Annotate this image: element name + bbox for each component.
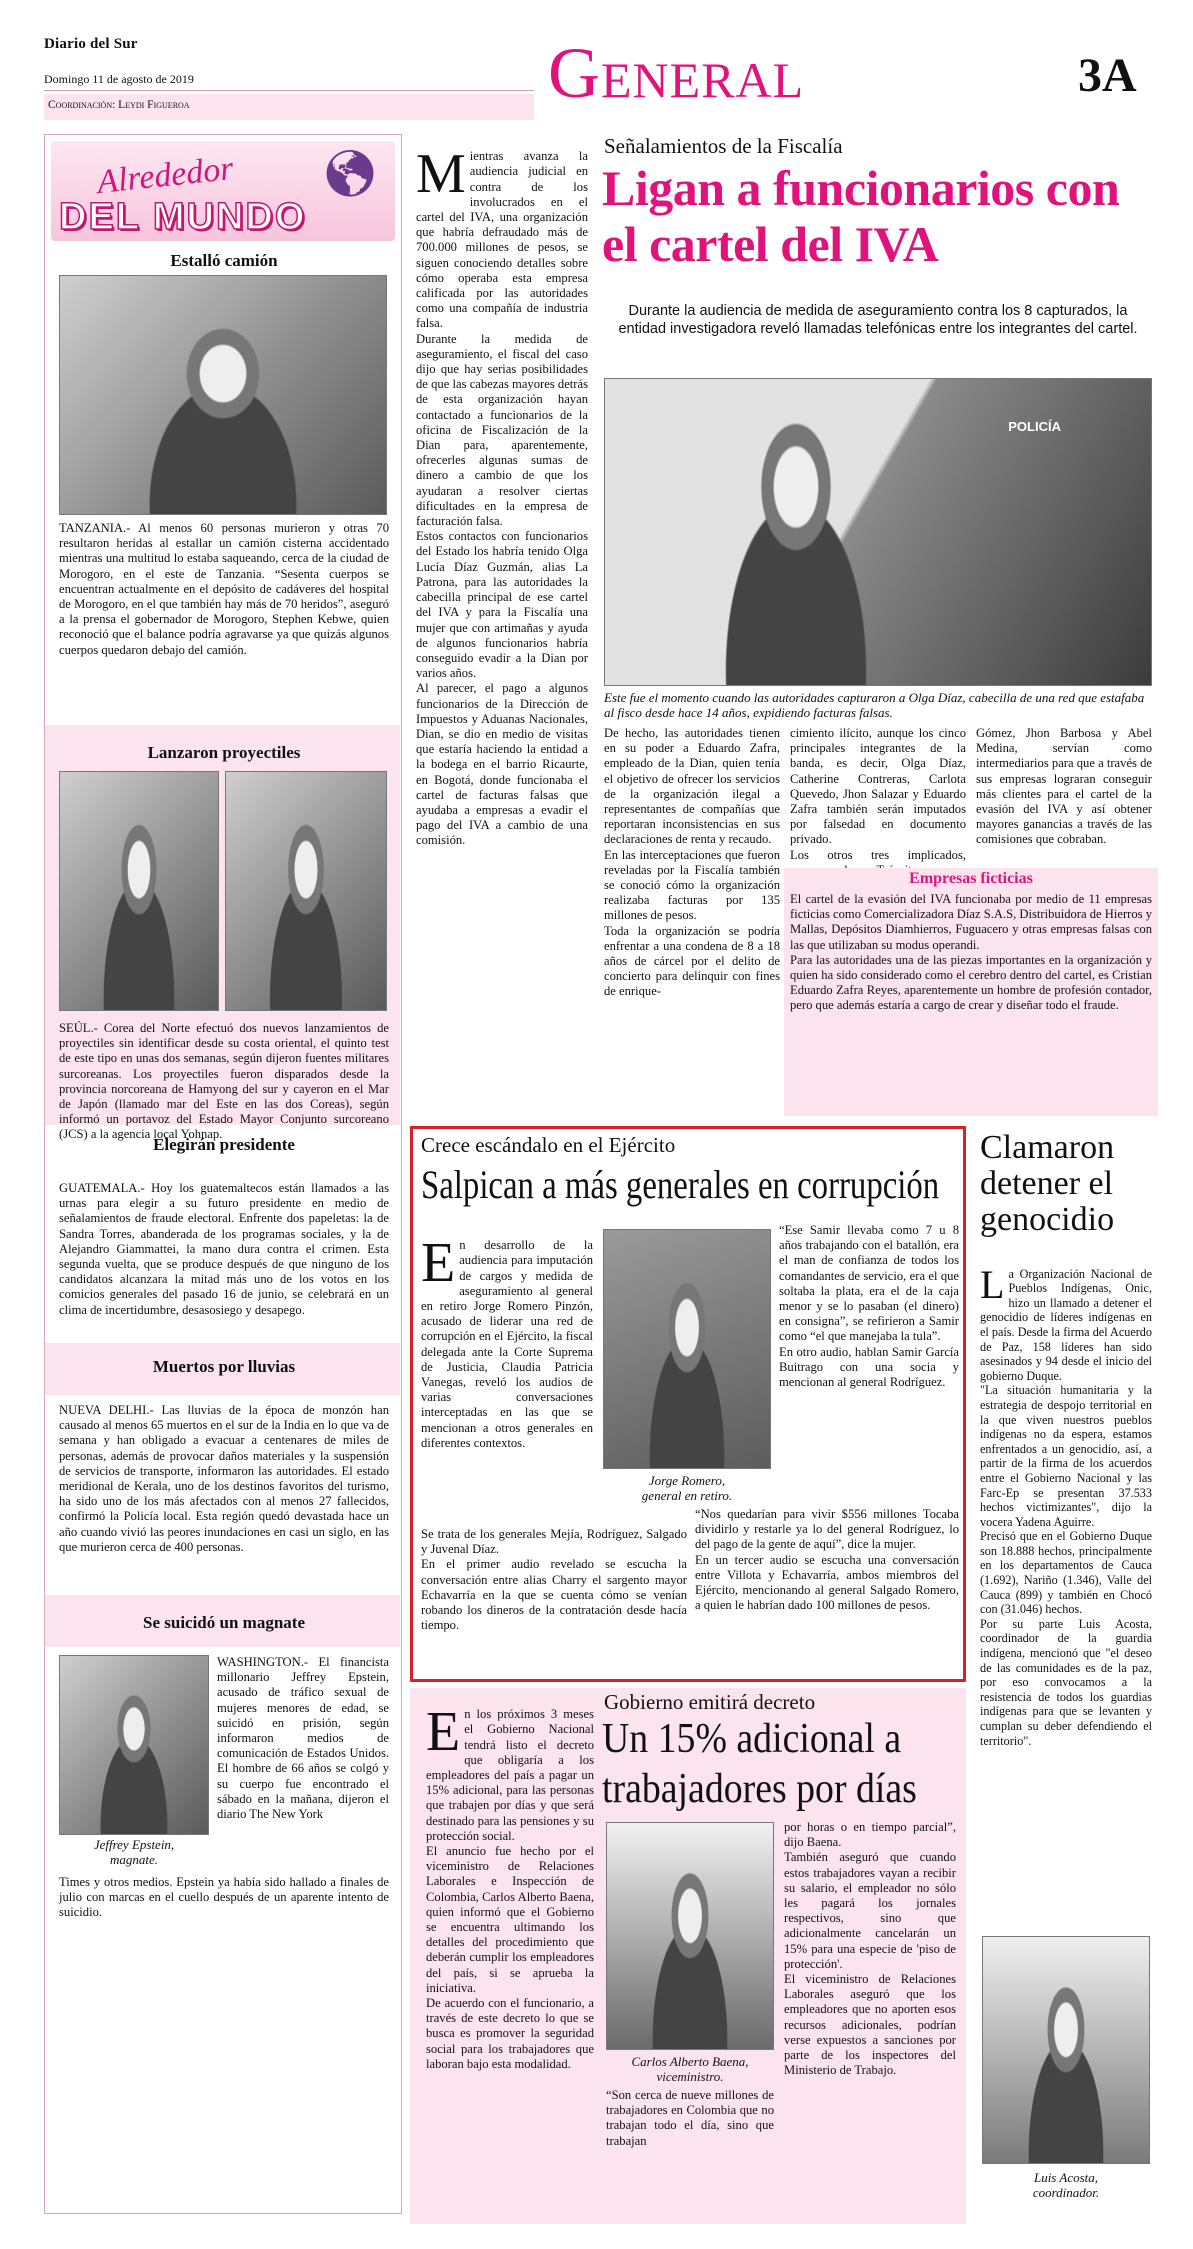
paper-name: Diario del Sur (44, 36, 138, 52)
coordination-bar (44, 94, 534, 120)
photo-caption: Jorge Romero, general en retiro. (641, 1473, 733, 1503)
subsection-title: Empresas ficticias (909, 870, 1033, 887)
article-column (416, 134, 588, 849)
story-kicker: Crece escándalo en el Ejército (421, 1133, 676, 1157)
photo-caption: Luis Acosta, coordinador. (1032, 2170, 1100, 2200)
photo-caption: Este fue el momento cuando las autoridades capturaron a Olga Díaz, cabecilla de una red que estafaba al fisco desde hace 14 años, expidiendo facturas falsas. (604, 690, 1145, 720)
article-text: n desarrollo de la audiencia para imputación de cargos y medida de aseguramiento al general en retiro Jorge Romero Pinzón, acusado de liderar una red de corrupción en el Ejército, la fiscal delegada ante la Corte Suprema de Justicia, Claudia Patricia Vanegas, reveló los audios de varias conversaciones interceptadas en las que se mencionan a otros generales en diferentes contextos. (421, 1238, 593, 1450)
epstein-photo (59, 1655, 209, 1835)
story-body: NUEVA DELHI.- Las lluvias de la época de monzón han causado al menos 65 muertos en el sur de la India en lo que va de semana y han obligado a evacuar a centenares de miles de personas, además de provocar daños materiales y la suspensión de servicios de transporte, informaron las autoridades. El estado meridional de Kerala, uno de los destinos favoritos del turismo, ha sido uno de los más afectados con al menos 27 fallecidos, confirmó la Policía local. Esta región quedó devastada hace un año cuando vivió las peores inundaciones en casi un siglo, en las que murieron cerca de 400 personas. (59, 1403, 389, 1554)
police-badge: POLICÍA (1008, 419, 1061, 434)
article-column: por horas o en tiempo parcial”, dijo Baena. También aseguró que cuando estos trabajadores vayan a recibir su salario, el empleador no sólo les pagará los jornales respectivos, sino que adicionalmente cancelarán un 15% para una especie de 'piso de protección'. El viceministro de Relaciones Laborales aseguró que los empleadores que no aporten esos recursos adicionales, podrían verse expuestos a sanciones por parte de los inspectores del Ministerio de Trabajo. (784, 1820, 956, 2078)
article-column: Gómez, Jhon Barbosa y Abel Medina, servían como intermediarios para que a través de sus empresas lograran conseguir más clientes para el cartel de la evasión del IVA y así obtener mayores ganancias a través de las comisiones que cobraban. (976, 726, 1152, 847)
alrededor-panel (44, 134, 402, 2214)
drop-cap: M (416, 143, 466, 206)
story-title: Estalló camión (170, 251, 278, 270)
acosta-photo (982, 1936, 1150, 2164)
photo-caption: Jeffrey Epstein, magnate. (93, 1837, 175, 1867)
coordination-label: Coordinación: Leydi Figueroa (48, 99, 190, 111)
story-title: Muertos por lluvias (152, 1357, 296, 1376)
ejercito-box (410, 1126, 966, 1682)
drop-cap: E (426, 1701, 461, 1764)
article-column: cimiento ilícito, aunque los cinco principales integrantes de la banda, es decir, Olga Díaz, Catherine Contreras, Carlota Quevedo, Jhon Salazar y Eduardo Zafra también serán imputados por falsedad en documento privado. Los otros tres implicados, (790, 726, 966, 862)
article-text: a Organización Nacional de Pueblos Indígenas, Onic, hizo un llamado a detener el genocidio de líderes indígenas en el país. Desde la firma del Acuerdo de Paz, 158 líderes han sido asesinados y 94 desde el inicio del gobierno Duque. "La situación humanitaria y la estrategia de despojo territorial en la que viven nuestros pueblos indígenas no da espera, estamos enfrentados a un genocidio, así, a partir de la firma de los acuerdos entre el Gobierno Nacional y las Farc-Ep se presentan 37.533 hechos victimizantes", dijo la vocera Yadena Aguirre. Precisó que en el Gobierno Duque son 18.888 hechos, principalmente en los departamentos de Cauca (1.692), Nariño (1.346), Valle del Cauca (899) y también en Chocó con (31.046) hechos. Por su parte Luis Acosta, coordinador de la guardia indígena, mencionó que "el deseo de las comunidades es de la paz, por eso convocamos a la resistencia de todos los guardias indígenas para que se levanten y cumplan su deber defendiendo el territorio". (980, 1266, 1152, 1748)
romero-photo (603, 1229, 771, 1469)
page-number: 3A (1078, 49, 1137, 102)
article-column: “Ese Samir llevaba como 7 u 8 años trabajando con el batallón, era el man de confianza de todos los comandantes de servicio, era el que soltaba la plata, era el de la caja menor y se lo pasaban (el dinero) en consigna”, se refirieron a Samir como “el que manejaba la tula”. En otro audio, hablan Samir García Buitrago con una socia y mencionan al general Rodríguez. (779, 1223, 959, 1390)
story-deck: Durante la audiencia de medida de aseguramiento contra los 8 capturados, la entidad investigadora reveló llamadas telefónicas entre los integrantes del cartel. (618, 303, 1138, 337)
truck-photo (59, 275, 387, 515)
drop-cap: E (421, 1232, 456, 1295)
drop-cap: L (980, 1261, 1005, 1307)
article-column: “Nos quedarían para vivir $556 millones Tocaba dividirlo y restarle ya lo del general Rodríguez, lo del pago de la gente de aquí”, dice la mujer. En un tercer audio se escucha una conversación entre Villota y Echavarría, ambos miembros del Ejército, mencionando al general Salgado Romero, a quien le habrían dado 100 millones de pesos. (695, 1507, 959, 1613)
article-text: ientras avanza la audiencia judicial en contra de los involucrados en el cartel del IVA, una organización que habría defraudado más de 700.000 millones de pesos, se siguen conociendo detalles sobre cómo operaba esta empresa calificada por las autoridades como una compañía de industria falsa. Durante la medida de aseguramiento, el fiscal del caso dijo que hay serias posibilidades de que las cabezas mayores detrás de esta organización hayan contactado a funcionarios de la oficina de Fiscalización de la Dian para, aparentemente, ofrecerles algunas sumas de dinero a cambio de que los ayudaran a resolver ciertas dificultades en la empresa de facturación falsa. Estos contactos con funcionarios del Estado los habría tenido Olga Lucía Díaz Guzmán, alias La Patrona, para las autoridades la cabecilla principal de ese cartel del IVA y para la Fiscalía una mujer que con artimañas y ayuda de algunos funcionarios habría conseguido evadir a la Dian por varios años. Al parecer, el pago a algunos funcionarios de la Dirección de Impuestos y Aduanas Nacionales, Dian, se dio en medio de visitas que estaría haciendo la entidad a la bodega en el barrio Ricaurte, en Bogotá, donde funcionaba el cartel de facturas falsas que ayudaba a empresas a evadir el pago del IVA a cambio de una comisión. (416, 149, 588, 848)
story-body: GUATEMALA.- Hoy los guatemaltecos están llamados a las urnas para elegir a su futuro presidente en medio de señalamientos de fraude electoral. Enfrente dos papeletas: la de Sandra Torres, abanderada de los programas sociales, y la de Alejandro Giammattei, la mano dura contra el crimen. Esta segunda vuelta, que se produce después de que ninguno de los candidatos alcanzara la mitad más uno de los votos en los comicios generales del pasado 16 de junio, se celebrará en un clima de incertidumbre, desasosiego y desapego. (59, 1181, 389, 1317)
protest-photo-left (59, 771, 219, 1011)
story-headline: Clamaron detener el genocidio (980, 1129, 1115, 1238)
logo-script: Alrededor (95, 149, 236, 202)
masthead (0, 0, 1193, 130)
story-title: Se suicidó un magnate (143, 1613, 305, 1632)
article-text: n los próximos 3 meses el Gobierno Nacional tendrá listo el decreto que obligaría a los empleadores del país a pagar un 15% adicional, para las personas que trabajen por días y que será destinado para las pensiones y su protección social. El anuncio fue hecho por el viceministro de Relaciones Laborales e Inspección de Colombia, Carlos Alberto Baena, quien informó que el Gobierno se encuentra ultimando los detalles del procedimiento que deberán cumplir los empleadores del país, si se aprueba la iniciativa. De acuerdo con el funcionario, a través de este decreto lo que se busca es promover la seguridad social para los trabajadores que laboran bajo esta modalidad. (426, 1707, 594, 2071)
arrest-photo (604, 378, 1152, 686)
section-title: General (548, 33, 805, 113)
decreto-story (410, 1688, 966, 2224)
iva-story (412, 134, 1152, 1124)
protest-photo-right (225, 771, 387, 1011)
paper-date: Domingo 11 de agosto de 2019 (44, 72, 194, 86)
story-title: Elegirán presidente (153, 1135, 295, 1154)
story-headline: Salpican a más generales en corrupción (421, 1162, 940, 1207)
genocidio-story (978, 1130, 1154, 2220)
subsection-body: El cartel de la evasión del IVA funcionaba por medio de 11 empresas ficticias como Comercializadora Díaz S.A.S, Distribuidora de Hierros y Mallas, Depósitos Diamhierros, Fuguacero y otras empresas falsas con las que utilizaban su modus operandi. Para las autoridades una de las piezas importantes en la organización y quien ha sido considerado como el cerebro dentro del cartel, es Cristian Eduardo Zafra Reyes, aparentemente un hombre de profesión contador, pero que además estaría a cargo de crear y diseñar todo el fraude. (790, 892, 1152, 1013)
article-column (980, 1252, 1152, 1748)
logo-block: DEL MUNDO (59, 196, 307, 238)
article-column: Se trata de los generales Mejía, Rodríguez, Salgado y Juvenal Díaz. En el primer audio revelado se escucha la conversación entre alias Charry el sargento mayor Echavarría en la que se cuenta cómo se venían robando los dineros de la contratación desde hacía tiempo. (421, 1527, 687, 1633)
story-headline: Un 15% adicional a trabajadores por días (602, 1716, 917, 1812)
photo-caption: Carlos Alberto Baena, viceministro. (631, 2054, 749, 2084)
story-title: Lanzaron proyectiles (147, 743, 301, 762)
story-kicker: Señalamientos de la Fiscalía (604, 134, 843, 158)
article-column: “Son cerca de nueve millones de trabajadores en Colombia que no trabajan todo el día, sino que trabajan (606, 2088, 774, 2148)
baena-photo (606, 1822, 774, 2050)
alrededor-logo (51, 141, 395, 241)
article-column: De hecho, las autoridades tienen en su poder a Eduardo Zafra, empleado de la Dian, quien tenía el objetivo de ofrecer los servicios de la organización ilegal a representantes de compañías que reportaran inconsistencias en sus declaraciones de renta y recaudo. En las interceptaciones que fueron reveladas por la Fiscalía también se conoció cómo la organización realizaba facturas por 135 millones de pesos. Toda la organización se podría enfrentar a una condena de 8 a 18 años de cárcel por el delito de concierto para delinquir con fines de enrique- (604, 726, 780, 999)
story-body: WASHINGTON.- El financista millonario Jeffrey Epstein, acusado de tráfico sexual de mujeres menores de edad, se suicidó en prisión, según informaron medios de comunicación de Estados Unidos. El hombre de 66 años se colgó y su cuerpo fue encontrado el sábado en la mañana, dijeron el diario The New York (217, 1655, 389, 1822)
article-column (421, 1223, 593, 1451)
story-body: SEÚL.- Corea del Norte efectuó dos nuevos lanzamientos de proyectiles sin identificar desde su costa oriental, el quinto test de este tipo en unas dos semanas, según dijeron fuentes militares surcoreanas. Los proyectiles fueron disparados desde la provincia norcoreana de Hamyong del sur y cayeron en el Mar de Japón (llamado mar del Este en las dos Coreas), según informó un portavoz del Estado Mayor Conjunto surcoreano (JCS) a la agencia local Yohnap. (59, 1021, 389, 1142)
story-body: Times y otros medios. Epstein ya había sido hallado a finales de julio con marcas en el cuello después de un aparente intento de suicidio. (59, 1875, 389, 1920)
article-column (426, 1692, 594, 2072)
subsection-box (784, 868, 1158, 1116)
story-headline: Ligan a funcionarios con el cartel del IVA (602, 160, 1120, 272)
story-body: TANZANIA.- Al menos 60 personas murieron y otras 70 resultaron heridas al estallar un camión cisterna accidentado mientras una multitud lo estaba saqueando, cerca de la ciudad de Morogoro, en el este de Tanzania. “Sesenta cuerpos se encuentran actualmente en el depósito de cadáveres del hospital de Morogoro, en el que también hay más de 70 heridos”, aseguró a la prensa el gobernador de Morogoro, Stephen Kebwe, quien reconoció que el balance podría agravarse ya que quizás algunos cuerpos quedaron debajo del camión. (59, 521, 389, 657)
story-kicker: Gobierno emitirá decreto (604, 1690, 816, 1714)
masthead-divider (44, 90, 534, 91)
globe-icon: 🌎︎ (320, 148, 379, 199)
